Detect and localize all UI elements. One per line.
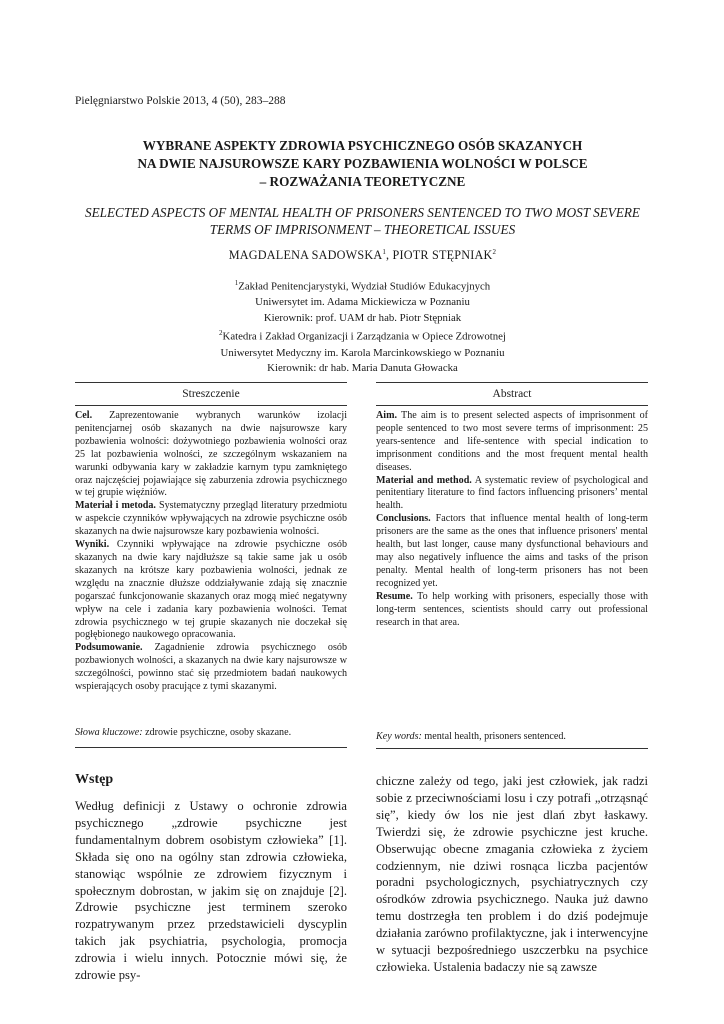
title-polish-line: NA DWIE NAJSUROWSZE KARY POZBAWIENIA WOLNOŚCI W POLSCE	[137, 156, 588, 171]
journal-reference: Pielęgniarstwo Polskie 2013, 4 (50), 283–288	[75, 95, 286, 107]
body-column-left	[75, 798, 347, 984]
body-paragraph: Według definicji z Ustawy o ochronie zdrowia psychicznego „zdrowie psychiczne jest fundamentalnym dobrem osobistym człowieka” [1]. Składa się ono na ogólny stan zdrowia człowieka, stanowiąc wspólnie ze zdrowiem fizycznym i społecznym dobrostan, w jakim się on znajduje [2]. Zdrowie psychiczne jest terminem szeroko rozpatrywanym przez przedstawicieli dyscyplin takich jak psychiatria, psychologia, promocja zdrowia i wielu innych. Potocznie mówi się, że zdrowie psy-	[75, 799, 347, 983]
paragraph-label: Cel.	[75, 410, 93, 421]
abstract-paragraph	[75, 642, 347, 694]
divider	[376, 382, 648, 383]
author-affiliation-mark: 1	[382, 248, 387, 256]
abstract-paragraph	[376, 475, 648, 514]
author-name: PIOTR STĘPNIAK	[392, 248, 493, 263]
affiliation-text: Katedra i Zakład Organizacji i Zarządzania w Opiece Zdrowotnej	[222, 330, 506, 343]
paragraph-label: Wyniki.	[75, 539, 110, 551]
paragraph-text: The aim is to present selected aspects of imprisonment of people sentenced to two most severe terms of imprisonment: 25 years-sentence and life-sentence with special indication to imprisonment conditions and the most frequent mental health diseases.	[376, 410, 648, 473]
title-english	[75, 204, 650, 238]
title-english-line: SELECTED ASPECTS OF MENTAL HEALTH OF PRISONERS SENTENCED TO TWO MOST SEVERE	[85, 205, 640, 220]
affiliation-line: Uniwersytet Medyczny im. Karola Marcinkowskiego w Poznaniu	[220, 346, 505, 359]
affiliations	[75, 276, 650, 377]
affiliation-line: Kierownik: prof. UAM dr hab. Piotr Stępniak	[263, 311, 462, 324]
keywords-pl	[75, 727, 347, 738]
affiliation-line	[75, 326, 650, 345]
divider	[376, 748, 648, 749]
abstract-heading: Abstract	[492, 388, 532, 400]
author-separator: ,	[386, 248, 393, 263]
paragraph-label: Material and method.	[376, 474, 472, 486]
affiliation-mark: 1	[234, 279, 239, 287]
keywords-text: mental health, prisoners sentenced.	[421, 731, 566, 742]
body-paragraph: chiczne zależy od tego, jaki jest człowiek, jak radzi sobie z przeciwnościami losu i czy potrafi „otrząsnąć się”, kiedy ów los nie jest dlań zbyt łaskawy. Twierdzi się, że zdrowie psychiczne jest kruche. Obserwując obecne zmagania człowieka z życiem codziennym, nie dziwi rosnąca liczba pacjentów poradni psychologicznych, psychiatrycznych czy ośrodków zdrowia psychicznego. Nauka już dawno temu dostrzegła ten problem i do dziś podejmuje działania zarówno profilaktyczne, jak i interwencyjne w sytuacji bezpośredniego uszczerbku na psychice człowieka. Ustalenia badaczy nie są zawsze	[376, 774, 648, 974]
affiliation-text: Zakład Penitencjarystyki, Wydział Studiów Edukacyjnych	[238, 280, 491, 293]
paragraph-text: Systematyczny przegląd literatury przedmiotu w aspekcie czynników wpływających na zdrowie psychiczne osób skazanych na dwie najsurowsze kary pozbawienia wolności.	[75, 500, 347, 538]
title-polish-line: – ROZWAŻANIA TEORETYCZNE	[259, 174, 466, 189]
title-polish-line: WYBRANE ASPEKTY ZDROWIA PSYCHICZNEGO OSÓB SKAZANYCH	[142, 138, 583, 153]
paragraph-text: Zagadnienie zdrowia psychicznego osób pozbawionych wolności, a skazanych na dwie kary najsurowsze w szczególności, powinno stać się przedmiotem badań naukowych wspierających osoby pracujące z tymi skazanymi.	[75, 642, 347, 693]
affiliation-mark: 2	[219, 329, 223, 338]
title-english-line: TERMS OF IMPRISONMENT – THEORETICAL ISSUES	[209, 222, 516, 237]
authors	[75, 248, 650, 263]
paragraph-label: Conclusions.	[376, 513, 431, 525]
streszczenie-body	[75, 410, 347, 694]
section-heading: Wstęp	[75, 772, 114, 787]
divider	[75, 405, 347, 406]
abstract-paragraph	[75, 410, 347, 500]
paragraph-label: Aim.	[376, 410, 398, 421]
affiliation-line	[75, 276, 650, 295]
streszczenie-heading: Streszczenie	[182, 388, 240, 400]
keywords-label: Key words:	[376, 731, 422, 742]
abstract-body	[376, 410, 648, 629]
keywords-en	[376, 731, 648, 742]
keywords-text: zdrowie psychiczne, osoby skazane.	[142, 727, 292, 738]
author-affiliation-mark: 2	[492, 248, 497, 256]
keywords-label: Słowa kluczowe:	[75, 727, 143, 738]
body-column-right	[376, 773, 648, 976]
divider	[75, 747, 347, 748]
paragraph-label: Resume.	[376, 590, 413, 602]
affiliation-line: Uniwersytet im. Adama Mickiewicza w Poznaniu	[255, 296, 470, 309]
affiliation-line: Kierownik: dr hab. Maria Danuta Głowacka	[267, 362, 458, 375]
author-name: MAGDALENA SADOWSKA	[228, 248, 383, 263]
abstract-paragraph	[376, 410, 648, 475]
abstract-paragraph	[376, 591, 648, 630]
paragraph-text: Factors that influence mental health of long-term prisoners are the same as the ones that influence prisoners' mental health, but last longer, cause many dysfunctional behaviours and may also negatively influence the aims and tasks of the prison penalty. Mental health of long-term prisoners has not been recognized yet.	[376, 513, 648, 589]
divider	[75, 382, 347, 383]
abstract-paragraph	[75, 500, 347, 539]
paragraph-text: Zaprezentowanie wybranych warunków izolacji penitencjarnej osób skazanych na dwie najsurowsze kary pozbawienia wolności: dożywotniego pozbawienia wolności oraz 25 lat pozbawienia wolności, ze szczególnym wskazaniem na warunki odbywania kary w zakładzie karnym typu zamkniętego oraz najczęściej pojawiające się zaburzenia zdrowia psychicznego w tej grupie więźniów.	[75, 410, 347, 499]
paragraph-label: Materiał i metoda.	[75, 500, 156, 512]
paragraph-text: A systematic review of psychological and penitentiary literature to find factors influencing prisoners’ mental health.	[376, 474, 649, 512]
divider	[376, 405, 648, 406]
paragraph-text: Czynniki wpływające na zdrowie psychiczne osób skazanych na dwie kary najdłuższe są takie same jak u osób skazanych na krótsze kary pozbawienia wolności, jednak ze względu na znacznie dłuższe oddziaływanie zdają się znacznie pogarszać funkcjonowanie skazanych oraz mogą mieć negatywny wpływ na cele i zadania kary pozbawienia wolności. Temat zdrowia psychicznego w tej grupie skazanych nie doczekał się pogłębionego naukowego opracowania.	[75, 539, 347, 641]
abstract-paragraph	[75, 539, 347, 642]
abstract-paragraph	[376, 513, 648, 590]
paragraph-text: To help working with prisoners, especially those with long-term sentences, scientists should carry out professional research in that area.	[376, 590, 648, 628]
title-polish	[75, 137, 650, 191]
paragraph-label: Podsumowanie.	[75, 642, 143, 654]
